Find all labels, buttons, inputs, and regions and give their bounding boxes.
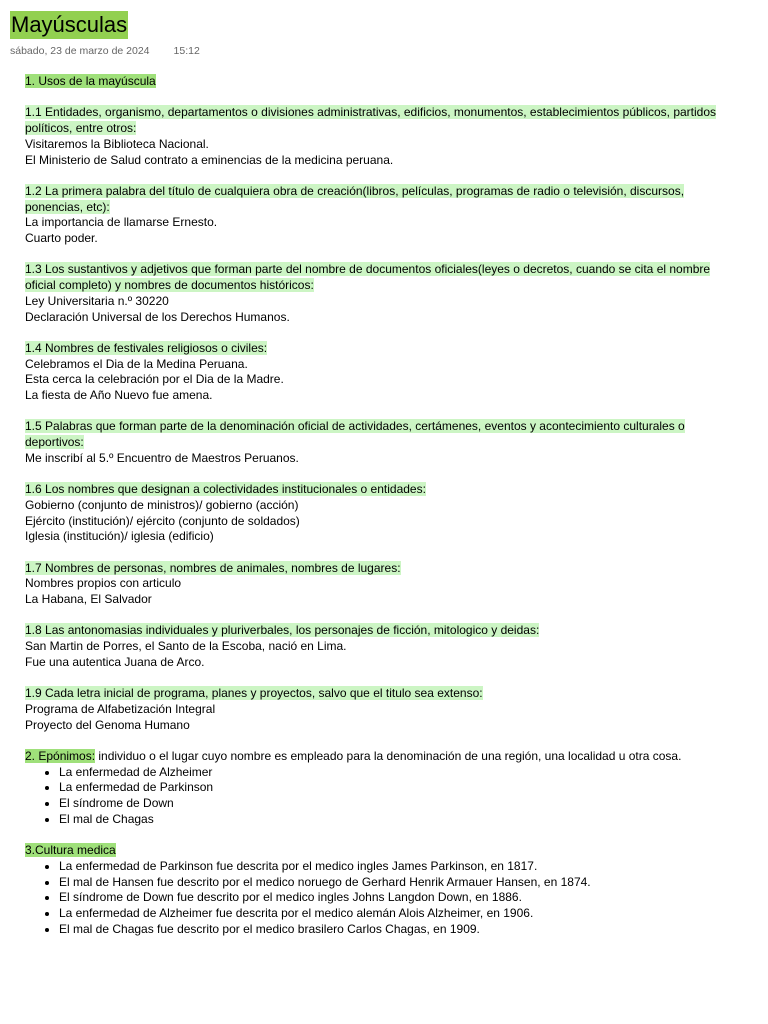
example-line: Visitaremos la Biblioteca Nacional. xyxy=(25,136,209,151)
example-line: Esta cerca la celebración por el Dia de la Madre. xyxy=(25,372,284,387)
section-1-4-heading: 1.4 Nombres de festivales religiosos o civiles: xyxy=(25,340,268,355)
note-body[interactable] xyxy=(25,74,725,938)
example-line: Cuarto poder. xyxy=(25,231,98,245)
section-1-2-heading: 1.2 La primera palabra del título de cualquiera obra de creación(libros, películas, programas de radio o televisión, discursos, ponencias, etc): xyxy=(25,183,685,214)
example-line: Ley Universitaria n.º 30220 xyxy=(25,293,169,308)
section-1-9-heading: 1.9 Cada letra inicial de programa, planes y proyectos, salvo que el titulo sea extenso: xyxy=(25,686,483,701)
section-3-heading: 3.Cultura medica xyxy=(25,843,116,858)
example-line: La Habana, El Salvador xyxy=(25,592,152,607)
list-item: • El mal de Hansen fue descrito por el medico noruego de Gerhard Henrik Armauer Hansen, en 1874. xyxy=(59,875,725,891)
example-line: El Ministerio de Salud contrato a eminencias de la medicina peruana. xyxy=(25,152,394,167)
list-item: • La enfermedad de Alzheimer fue descrita por el medico alemán Alois Alzheimer, en 1906. xyxy=(59,906,725,922)
example-line: Celebramos el Dia de la Medina Peruana. xyxy=(25,356,248,371)
section-1-heading: 1. Usos de la mayúscula xyxy=(25,74,156,88)
section-1-8-heading: 1.8 Las antonomasias individuales y pluriverbales, los personajes de ficción, mitologico y deidas: xyxy=(25,623,540,638)
list-item: • El mal de Chagas xyxy=(59,812,725,828)
list-item: • La enfermedad de Parkinson xyxy=(59,780,725,796)
example-line: Programa de Alfabetización Integral xyxy=(25,701,216,716)
example-line: Iglesia (institución)/ iglesia (edificio) xyxy=(25,529,214,544)
list-item: • El síndrome de Down fue descrito por el medico ingles Johns Langdon Down, en 1886. xyxy=(59,890,725,906)
section-1-7-heading: 1.7 Nombres de personas, nombres de animales, nombres de lugares: xyxy=(25,560,401,575)
example-line: San Martin de Porres, el Santo de la Escoba, nació en Lima. xyxy=(25,639,347,654)
example-line: La importancia de llamarse Ernesto. xyxy=(25,215,218,230)
section-1-6-heading: 1.6 Los nombres que designan a colectividades institucionales o entidades: xyxy=(25,482,426,497)
list-item: • El mal de Chagas fue descrito por el medico brasilero Carlos Chagas, en 1909. xyxy=(59,922,725,938)
example-line: Fue una autentica Juana de Arco. xyxy=(25,654,205,669)
section-2-heading: 2. Epónimos: xyxy=(25,749,96,764)
example-line: Gobierno (conjunto de ministros)/ gobierno (acción) xyxy=(25,497,299,512)
example-line: Declaración Universal de los Derechos Humanos. xyxy=(25,309,290,324)
page-title: Mayúsculas xyxy=(11,12,128,37)
example-line: La fiesta de Año Nuevo fue amena. xyxy=(25,388,213,402)
list-item: • La enfermedad de Alzheimer xyxy=(59,765,725,781)
example-line: Ejército (institución)/ ejército (conjunto de soldados) xyxy=(25,513,300,528)
section-2-definition: individuo o el lugar cuyo nombre es empleado para la denominación de una región, una localidad u otra cosa. xyxy=(95,749,682,764)
medical-culture-list xyxy=(25,859,725,938)
page-meta xyxy=(10,44,200,58)
section-1-3-heading: 1.3 Los sustantivos y adjetivos que forman parte del nombre de documentos oficiales(leyes o decretos, cuando se cita el nombre oficial completo) y nombres de documentos históricos: xyxy=(25,262,711,293)
eponym-list xyxy=(25,765,725,828)
example-line: Nombres propios con articulo xyxy=(25,576,182,591)
list-item: • La enfermedad de Parkinson fue descrita por el medico ingles James Parkinson, en 1817. xyxy=(59,859,725,875)
section-1-1-heading: 1.1 Entidades, organismo, departamentos o divisiones administrativas, edificios, monumentos, establecimientos públicos, partidos políticos, entre otros: xyxy=(25,105,717,136)
list-item: • El síndrome de Down xyxy=(59,796,725,812)
page-time: 15:12 xyxy=(173,45,200,57)
section-1-5-heading: 1.5 Palabras que forman parte de la denominación oficial de actividades, certámenes, eventos y acontecimiento culturales o deportivos: xyxy=(25,419,685,450)
page-date: sábado, 23 de marzo de 2024 xyxy=(10,45,150,57)
example-line: Me inscribí al 5.º Encuentro de Maestros Peruanos. xyxy=(25,450,299,465)
example-line: Proyecto del Genoma Humano xyxy=(25,717,190,732)
